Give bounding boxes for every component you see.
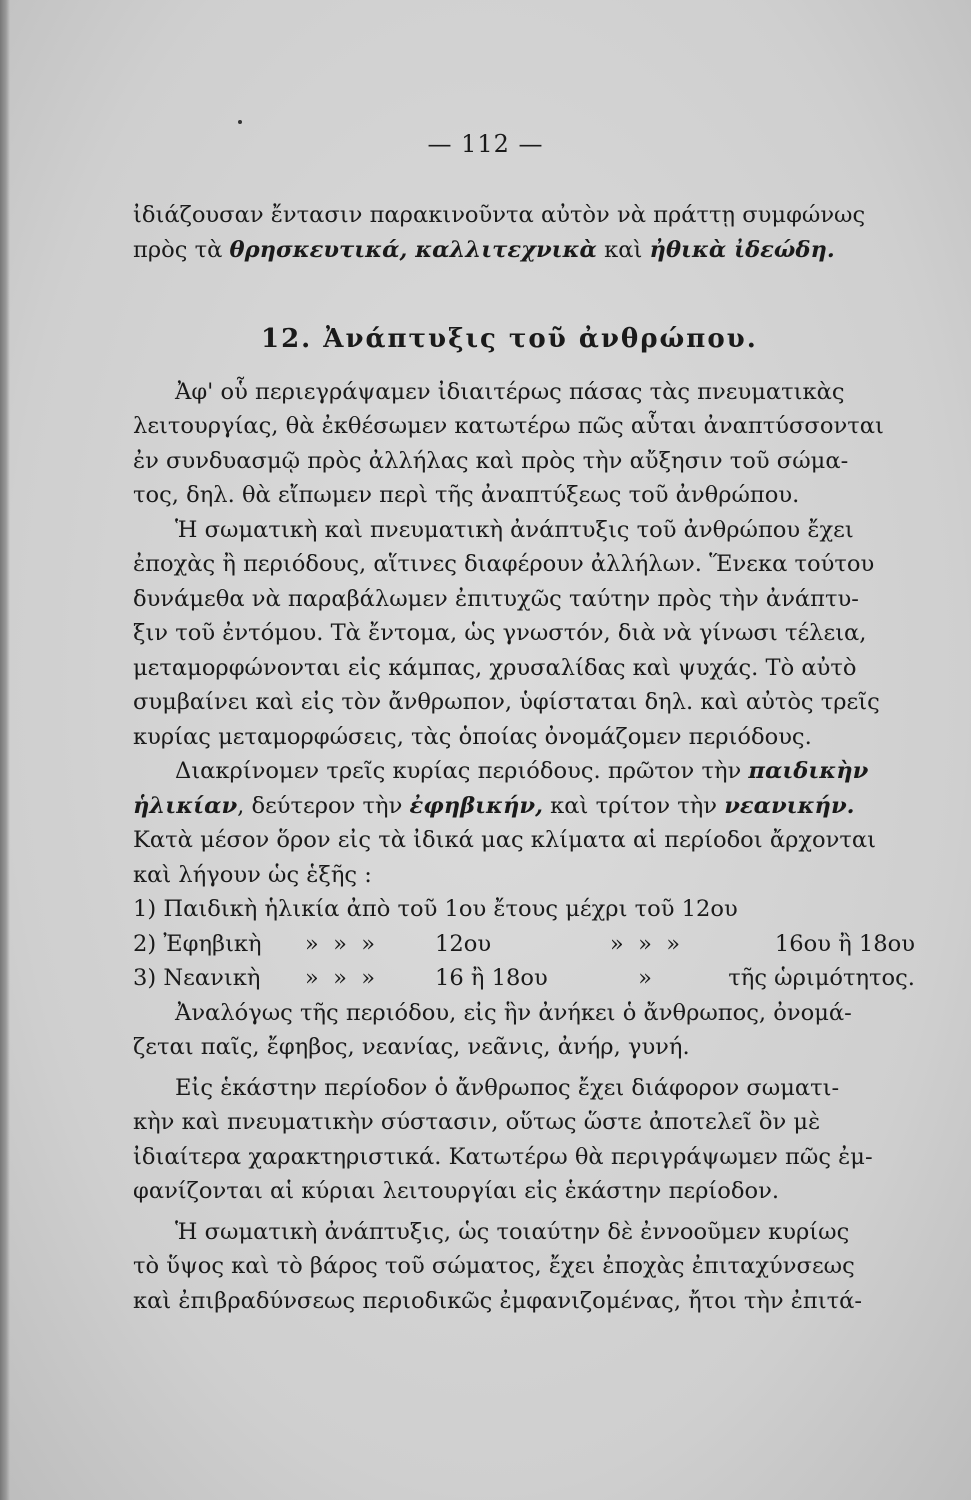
para4-line: Ἀναλόγως τῆς περιόδου, εἰς ἣν ἀνήκει ὁ ἄνθρωπος, ὀνομά- xyxy=(175,999,852,1026)
period-row-1: 1) Παιδικὴ ἡλικία ἀπὸ τοῦ 1ου ἔτους μέχρι τοῦ 12ου xyxy=(133,896,738,922)
para5-line: Εἰς ἑκάστην περίοδον ὁ ἄνθρωπος ἔχει διάφορον σωματι- xyxy=(175,1074,840,1101)
period-ditto: » » » xyxy=(304,965,376,991)
period-name: 2) Ἐφηβικὴ xyxy=(133,930,262,957)
para5-line: ἰδιαίτερα χαρακτηριστικά. Κατωτέρω θὰ περιγράψωμεν πῶς ἐμ- xyxy=(133,1143,873,1170)
para3-line-1 xyxy=(133,754,913,789)
para2-line: ξιν τοῦ ἐντόμου. Τὰ ἔντομα, ὡς γνωστόν, διὰ νὰ γίνωσι τέλεια, xyxy=(133,620,867,646)
para3-line-3: Κατὰ μέσον ὅρον εἰς τὰ ἰδικά μας κλίματα αἱ περίοδοι ἄρχονται xyxy=(133,827,877,853)
period-from: 12ου xyxy=(435,930,492,957)
period-row-3 xyxy=(133,961,913,996)
para4-line: ζεται παῖς, ἔφηβος, νεανίας, νεᾶνις, ἀνήρ, γυνή. xyxy=(133,1034,690,1060)
para1-line: Ἀφ' οὗ περιεγράψαμεν ἰδιαιτέρως πάσας τὰς πνευματικὰς xyxy=(175,378,845,405)
para6-line: καὶ ἐπιβραδύνσεως περιοδικῶς ἐμφανιζομένας, ἤτοι τὴν ἐπιτά- xyxy=(133,1287,863,1314)
ink-speck xyxy=(238,120,242,124)
para5-line: κὴν καὶ πνευματικὴν σύστασιν, οὕτως ὥστε ἀποτελεῖ ὂν μὲ xyxy=(133,1109,821,1135)
period-name: 3) Νεανικὴ xyxy=(133,965,261,991)
page-number: — 112 — xyxy=(427,130,544,158)
period-to: τῆς ὡριμότητος. xyxy=(728,965,915,991)
para5-line: φανίζονται αἱ κύριαι λειτουργίαι εἰς ἑκάστην περίοδον. xyxy=(133,1178,780,1204)
para2-line: ἐποχὰς ἢ περιόδους, αἵτινες διαφέρουν ἀλλήλων. Ἕνεκα τούτου xyxy=(133,551,875,577)
period-to: 16ου ἢ 18ου xyxy=(774,930,915,957)
para1-line: ἐν συνδυασμῷ πρὸς ἀλλήλας καὶ πρὸς τὴν αὔξησιν τοῦ σώμα- xyxy=(133,447,849,474)
period-row-2 xyxy=(133,927,913,962)
para3-line-2 xyxy=(133,789,913,824)
para2-line: δυνάμεθα νὰ παραβάλωμεν ἐπιτυχῶς ταύτην πρὸς τὴν ἀνάπτυ- xyxy=(133,585,859,612)
period-term-age: ἡλικίαν xyxy=(133,792,238,819)
period-from: 16 ἢ 18ου xyxy=(435,965,548,991)
period-ditto: » » » xyxy=(609,930,681,957)
para2-line: Ἡ σωματικὴ καὶ πνευματικὴ ἀνάπτυξις τοῦ ἀνθρώπου ἔχει xyxy=(175,516,854,543)
para3-line-4: καὶ λήγουν ὡς ἑξῆς : xyxy=(133,861,372,888)
para3-text: , δεύτερον τὴν xyxy=(237,792,410,819)
para2-line: μεταμορφώνονται εἰς κάμπας, χρυσαλίδας καὶ ψυχάς. Τὸ αὐτὸ xyxy=(133,654,857,681)
period-term-childhood: παιδικὴν xyxy=(748,758,869,784)
period-ditto: » » » xyxy=(304,930,376,957)
period-term-adolescence: ἐφηβικήν, xyxy=(409,792,543,819)
period-ditto: » xyxy=(638,965,652,991)
binding-shadow xyxy=(0,0,10,1500)
intro-line-2 xyxy=(133,233,913,268)
para1-line: τος, δηλ. θὰ εἴπωμεν περὶ τῆς ἀναπτύξεως τοῦ ἀνθρώπου. xyxy=(133,482,800,508)
para2-line: συμβαίνει καὶ εἰς τὸν ἄνθρωπον, ὑφίσταται δηλ. καὶ αὐτὸς τρεῖς xyxy=(133,689,880,715)
period-term-youth: νεανικήν. xyxy=(724,792,855,819)
para6-line: τὸ ὕψος καὶ τὸ βάρος τοῦ σώματος, ἔχει ἐποχὰς ἐπιταχύνσεως xyxy=(133,1253,855,1279)
para2-line: κυρίας μεταμορφώσεις, τὰς ὁποίας ὀνομάζομεν περιόδους. xyxy=(133,723,812,750)
para1-line: λειτουργίας, θὰ ἐκθέσωμεν κατωτέρω πῶς αὗται ἀναπτύσσονται xyxy=(133,413,884,439)
body-text xyxy=(133,198,913,1318)
intro-line-2-mid: καὶ xyxy=(596,236,650,263)
intro-emphasis-1: θρησκευτικά, καλλιτεχνικὰ xyxy=(229,236,597,263)
para3-text: Διακρίνομεν τρεῖς κυρίας περιόδους. πρῶτον τὴν xyxy=(175,758,749,784)
para6-line: Ἡ σωματικὴ ἀνάπτυξις, ὡς τοιαύτην δὲ ἐννοοῦμεν κυρίως xyxy=(175,1218,850,1245)
section-heading: 12. Ἀνάπτυξις τοῦ ἀνθρώπου. xyxy=(261,324,758,354)
intro-line-1: ἰδιάζουσαν ἔντασιν παρακινοῦντα αὐτὸν νὰ πράττῃ συμφώνως xyxy=(133,202,866,228)
intro-line-2-prefix: πρὸς τὰ xyxy=(133,236,230,263)
para3-text: καὶ τρίτον τὴν xyxy=(542,792,725,819)
intro-emphasis-2: ἠθικὰ ἰδεώδη. xyxy=(649,236,835,263)
